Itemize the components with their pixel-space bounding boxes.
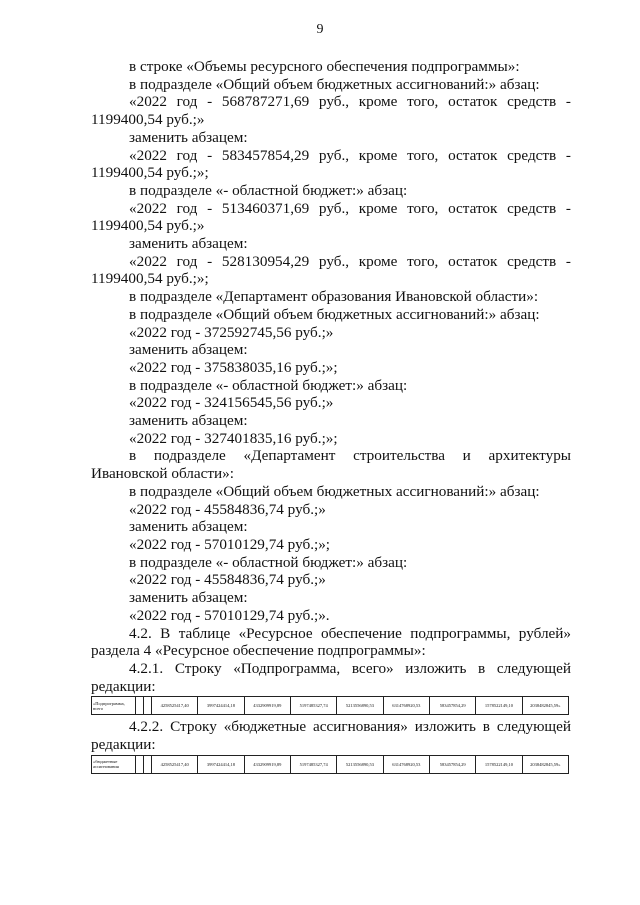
- table-row: [92, 755, 569, 773]
- page-number: 9: [316, 22, 324, 37]
- replacement-table-2: [91, 755, 569, 774]
- document-body: [91, 58, 571, 777]
- text-line: заменить абзацем:: [129, 128, 248, 146]
- text-line: в подразделе «Общий объем бюджетных ассигнований:» абзац:: [129, 482, 540, 500]
- text-line: 4.2. В таблице «Ресурсное обеспечение подпрограммы, рублей»: [129, 624, 571, 642]
- text-line: в подразделе «- областной бюджет:» абзац:: [129, 181, 408, 199]
- text-line: «2022 год - 45584836,74 руб.;»: [129, 571, 326, 589]
- value-cell: 583457854,29: [429, 755, 475, 773]
- text-line: в подразделе «Департамент строительства и архитектуры: [129, 447, 571, 465]
- text-line: в строке «Объемы ресурсного обеспечения подпрограммы»:: [129, 58, 520, 75]
- text-line: редакции:: [91, 736, 156, 754]
- text-line: в подразделе «- областной бюджет:» абзац:: [129, 376, 408, 394]
- value-cell: [136, 755, 144, 773]
- paragraph-block-1: [91, 58, 571, 695]
- value-cell: 2038482845,59»: [522, 755, 568, 773]
- text-line: в подразделе «- областной бюджет:» абзац:: [129, 553, 408, 571]
- value-cell: 4258525417,40: [152, 697, 198, 715]
- value-cell: 4258525417,40: [152, 755, 198, 773]
- text-line: «2022 год - 375838035,16 руб.;»;: [129, 358, 338, 376]
- text-line: раздела 4 «Ресурсное обеспечение подпрограммы»:: [91, 642, 426, 660]
- value-cell: [144, 697, 152, 715]
- text-line: в подразделе «Департамент образования Ивановской области»:: [129, 288, 539, 306]
- row-label-cell: «Подпрограмма, всего: [92, 697, 136, 715]
- text-line: «2022 год - 513460371,69 руб., кроме того, остаток средств -: [129, 199, 571, 217]
- text-line: заменить абзацем:: [129, 412, 248, 430]
- value-cell: [144, 755, 152, 773]
- paragraph-block-2: [91, 718, 571, 753]
- value-cell: 583457854,29: [429, 697, 475, 715]
- value-cell: 4332909919,89: [244, 697, 290, 715]
- value-cell: 6314768920,53: [383, 697, 429, 715]
- text-line: «2022 год - 57010129,74 руб.;»;: [129, 535, 331, 553]
- text-line: «2022 год - 57010129,74 руб.;».: [129, 606, 330, 624]
- text-line: 1199400,54 руб.;»;: [91, 270, 209, 288]
- value-cell: 5197485327,74: [290, 697, 336, 715]
- text-line: «2022 год - 568787271,69 руб., кроме того, остаток средств -: [129, 93, 571, 111]
- text-line: заменить абзацем:: [129, 341, 248, 359]
- value-cell: [136, 697, 144, 715]
- text-line: заменить абзацем:: [129, 518, 248, 536]
- value-cell: 3997424414,18: [198, 697, 244, 715]
- value-cell: 6314768920,53: [383, 755, 429, 773]
- text-line: заменить абзацем:: [129, 235, 248, 253]
- text-line: «2022 год - 327401835,16 руб.;»;: [129, 429, 338, 447]
- text-line: «2022 год - 372592745,56 руб.;»: [129, 323, 334, 341]
- text-line: в подразделе «Общий объем бюджетных ассигнований:» абзац:: [129, 305, 540, 323]
- text-line: 1199400,54 руб.;»: [91, 217, 205, 235]
- text-line: заменить абзацем:: [129, 589, 248, 607]
- value-cell: 2038482845,59»: [522, 697, 568, 715]
- text-line: «2022 год - 45584836,74 руб.;»: [129, 500, 326, 518]
- text-line: «2022 год - 324156545,56 руб.;»: [129, 394, 334, 412]
- value-cell: 4332909919,89: [244, 755, 290, 773]
- text-line: Ивановской области»:: [91, 465, 234, 483]
- value-cell: 5197485327,74: [290, 755, 336, 773]
- value-cell: 5213556890,53: [337, 697, 383, 715]
- text-line: 1199400,54 руб.;»;: [91, 164, 209, 182]
- value-cell: 1578522149,10: [476, 755, 522, 773]
- value-cell: 5213556890,53: [337, 755, 383, 773]
- text-line: «2022 год - 528130954,29 руб., кроме того, остаток средств -: [129, 252, 571, 270]
- text-line: редакции:: [91, 677, 156, 695]
- replacement-table-1: [91, 696, 569, 715]
- table-row: [92, 697, 569, 715]
- text-line: 1199400,54 руб.;»: [91, 111, 205, 129]
- value-cell: 1578522149,10: [476, 697, 522, 715]
- value-cell: 3997424414,18: [198, 755, 244, 773]
- row-label-cell: «бюджетные ассигнования: [92, 755, 136, 773]
- text-line: 4.2.1. Строку «Подпрограмма, всего» изложить в следующей: [129, 659, 571, 677]
- text-line: 4.2.2. Строку «бюджетные ассигнования» изложить в следующей: [129, 718, 571, 736]
- text-line: в подразделе «Общий объем бюджетных ассигнований:» абзац:: [129, 75, 540, 93]
- text-line: «2022 год - 583457854,29 руб., кроме того, остаток средств -: [129, 146, 571, 164]
